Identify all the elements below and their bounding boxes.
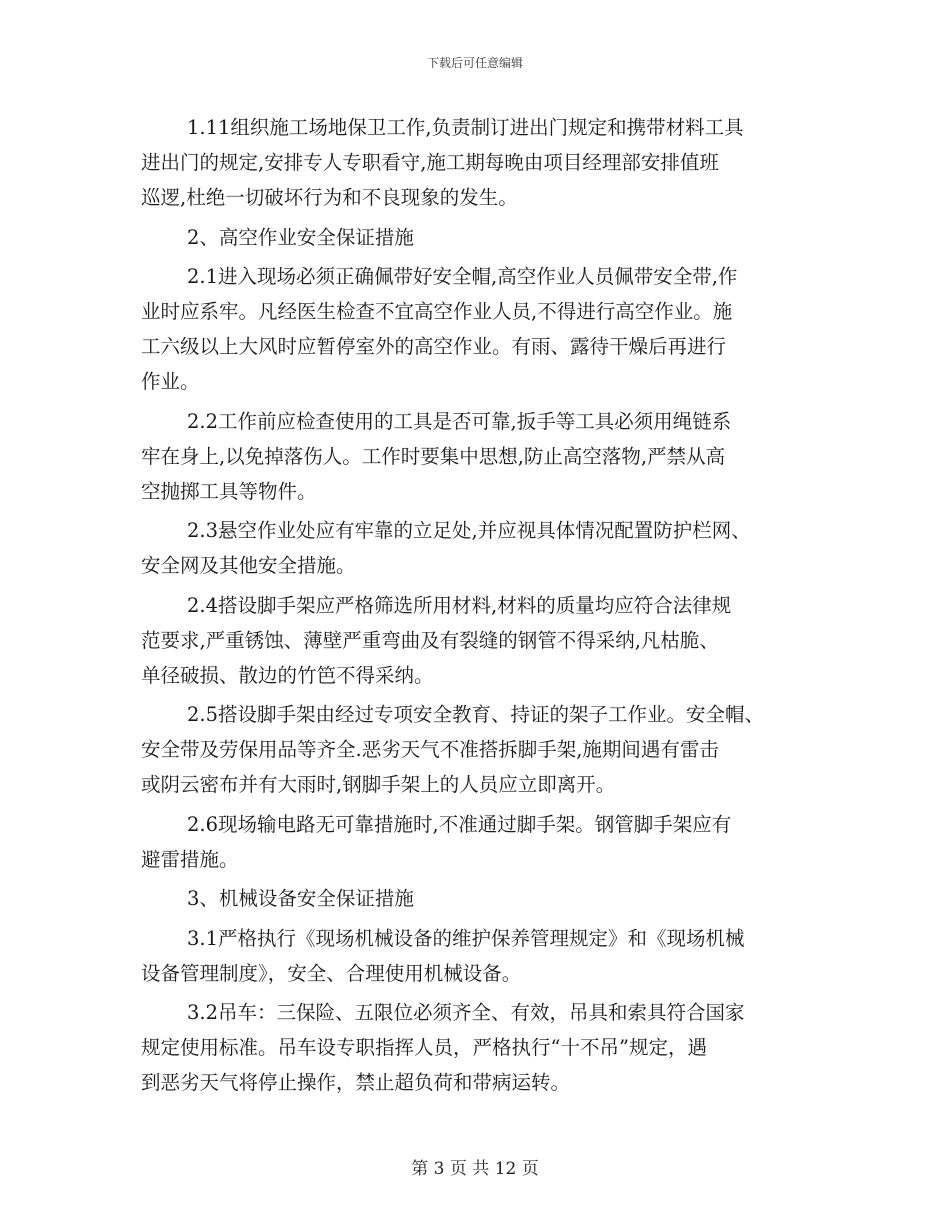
paragraph — [141, 995, 821, 1100]
paragraph — [141, 110, 821, 215]
text-line: 空抛掷工具等物件。 — [141, 479, 317, 503]
text-line: 业时应系牢。凡经医生检查不宜高空作业人员,不得进行高空作业。施 — [141, 300, 733, 323]
paragraph — [141, 588, 821, 693]
paragraph — [141, 807, 821, 877]
paragraph — [141, 259, 821, 399]
paragraph — [141, 921, 821, 991]
text-line: 安全带及劳保用品等齐全.恶劣天气不准搭拆脚手架,施期间遇有雷击 — [141, 738, 719, 761]
text-line: 2.5搭设脚手架由经过专项安全教育、持证的架子工作业。安全帽、 — [187, 703, 765, 726]
text-line: 3.2吊车：三保险、五限位必须齐全、有效，吊具和索具符合国家 — [187, 1001, 745, 1024]
text-line: 进出门的规定,安排专人专职看守,施工期每晚由项目经理部安排值班 — [141, 151, 719, 174]
text-line: 牢在身上,以免掉落伤人。工作时要集中思想,防止高空落物,严禁从高 — [141, 444, 726, 468]
text-line: 作业。 — [141, 370, 200, 393]
text-line: 3、机械设备安全保证措施 — [187, 887, 414, 910]
paragraph — [141, 513, 821, 583]
text-line: 设备管理制度》，安全、合理使用机械设备。 — [141, 961, 522, 985]
page-footer: 第 3 页 共 12 页 — [411, 1159, 539, 1179]
text-line: 2.1进入现场必须正确佩带好安全帽,高空作业人员佩带安全带,作 — [187, 265, 738, 288]
text-line: 规定使用标准。吊车设专职指挥人员，严格执行“十不吊”规定，遇 — [141, 1036, 707, 1059]
page-header: 下载后可任意编辑 — [426, 56, 523, 70]
paragraph — [141, 697, 821, 802]
text-line: 2、高空作业安全保证措施 — [187, 225, 414, 249]
text-line: 工六级以上大风时应暂停室外的高空作业。有雨、露待干燥后再进行 — [141, 335, 727, 358]
text-line: 2.4搭设脚手架应严格筛选所用材料,材料的质量均应符合法律规 — [187, 593, 732, 617]
text-line: 2.2工作前应检查使用的工具是否可靠,扳手等工具必须用绳链系 — [187, 409, 732, 433]
text-line: 巡逻,杜绝一切破坏行为和不良现象的发生。 — [141, 186, 518, 209]
text-line: 2.6现场输电路无可靠措施时,不准通过脚手架。钢管脚手架应有 — [187, 812, 732, 836]
text-line: 范要求,严重锈蚀、薄壁严重弯曲及有裂缝的钢管不得采纳,凡枯脆、 — [141, 628, 719, 652]
document-body — [141, 110, 821, 1105]
text-line: 1.11组织施工场地保卫工作,负责制订进出门规定和携带材料工具 — [187, 116, 744, 139]
text-line: 安全网及其他安全措施。 — [141, 554, 356, 577]
text-line: 或阴云密布并有大雨时,钢脚手架上的人员应立即离开。 — [141, 773, 616, 796]
text-line: 到恶劣天气将停止操作，禁止超负荷和带病运转。 — [141, 1071, 571, 1094]
paragraph — [141, 220, 821, 255]
paragraph — [141, 881, 821, 916]
text-line: 避雷措施。 — [141, 847, 239, 871]
text-line: 单径破损、散边的竹笆不得采纳。 — [141, 663, 434, 687]
paragraph — [141, 404, 821, 509]
text-line: 2.3悬空作业处应有牢靠的立足处,并应视具体情况配置防护栏网、 — [187, 519, 751, 542]
text-line: 3.1严格执行《现场机械设备的维护保养管理规定》和《现场机械 — [187, 926, 745, 950]
